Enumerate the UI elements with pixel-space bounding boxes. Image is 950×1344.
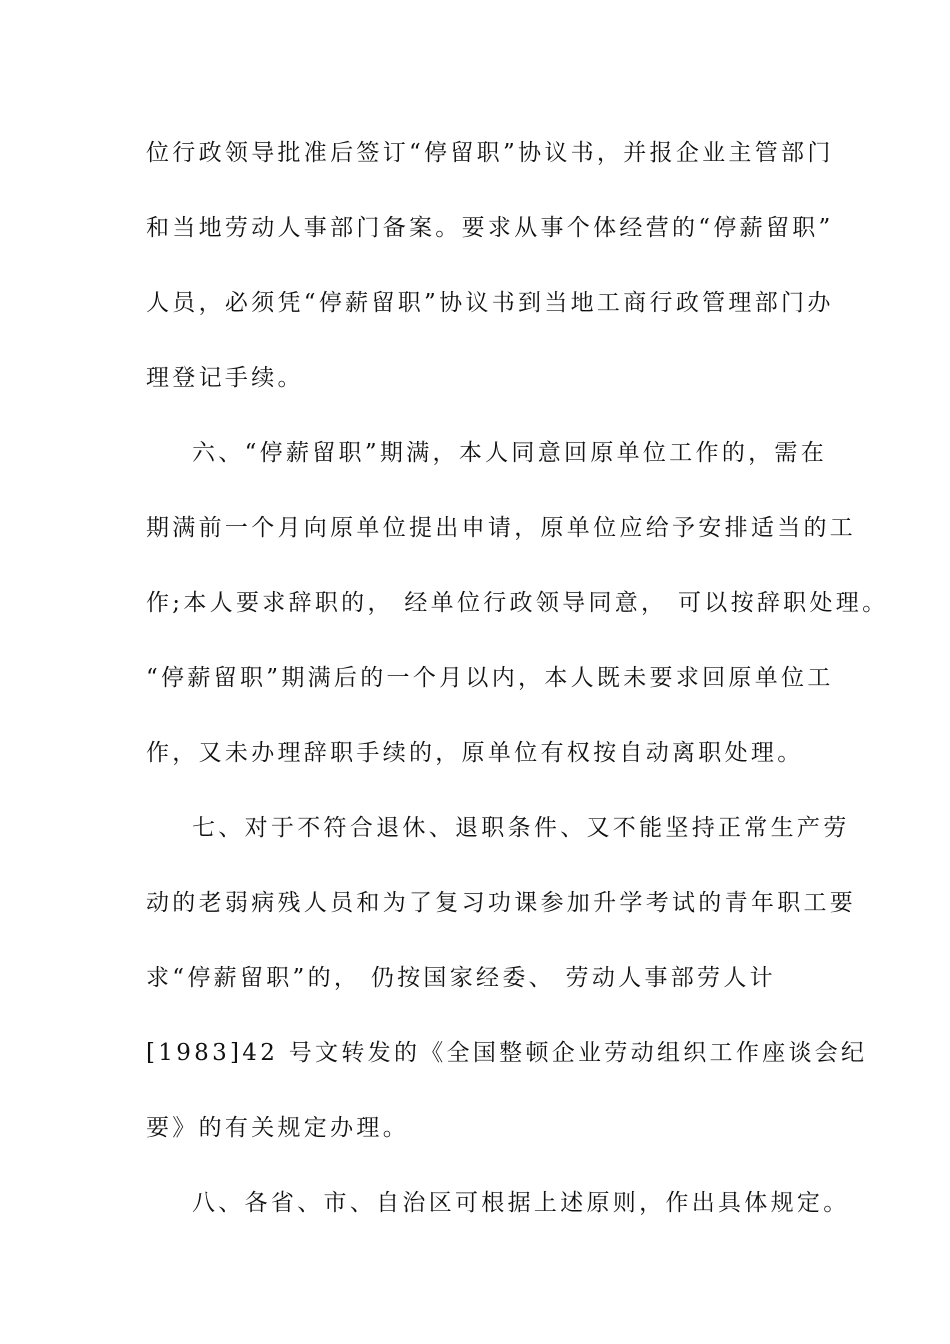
text-line: 期满前一个月向原单位提出申请，原单位应给予安排适当的工 — [146, 515, 857, 541]
text-line: 要》的有关规定办理。 — [146, 1115, 409, 1141]
text-line: 作;本人要求辞职的， 经单位行政领导同意， 可以按辞职处理。 — [146, 590, 889, 616]
paragraph-six-start: 六、“停薪留职”期满，本人同意回原单位工作的，需在 — [192, 440, 828, 466]
paragraph-seven-start: 七、对于不符合退休、退职条件、又不能坚持正常生产劳 — [192, 815, 850, 841]
text-line: 求“停薪留职”的， 仍按国家经委、 劳动人事部劳人计 — [146, 965, 776, 991]
text-line: [1983]42 号文转发的《全国整顿企业劳动组织工作座谈会纪 — [146, 1040, 868, 1066]
text-line: 动的老弱病残人员和为了复习功课参加升学考试的青年职工要 — [146, 890, 857, 916]
text-line: 位行政领导批准后签订“停留职”协议书，并报企业主管部门 — [146, 140, 834, 166]
paragraph-eight-start: 八、各省、市、自治区可根据上述原则，作出具体规定。 — [192, 1190, 850, 1216]
text-line: 和当地劳动人事部门备案。要求从事个体经营的“停薪留职” — [146, 215, 834, 241]
text-line: 理登记手续。 — [146, 365, 304, 391]
text-line: 作，又未办理辞职手续的，原单位有权按自动离职处理。 — [146, 740, 804, 766]
text-line: 人员，必须凭“停薪留职”协议书到当地工商行政管理部门办 — [146, 290, 834, 316]
text-line: “停薪留职”期满后的一个月以内，本人既未要求回原单位工 — [146, 665, 834, 691]
